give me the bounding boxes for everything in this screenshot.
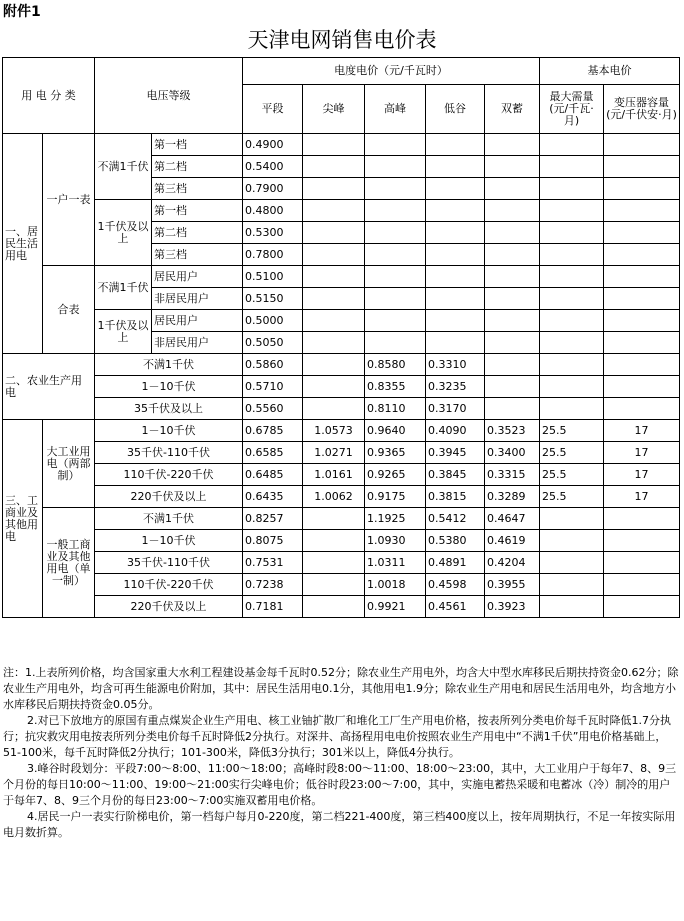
voltage-label: 1－10千伏 <box>95 420 243 442</box>
group-agriculture: 二、农业生产用电 <box>3 354 95 420</box>
header-kwh-price: 电度电价（元/千瓦时） <box>243 58 540 85</box>
note-2: 2.对已下放地方的原国有重点煤炭企业生产用电、核工业铀扩散厂和堆化工厂生产用电价格，按表所列分类电价每千瓦时降低1.7分执行；抗灾救灾用电按表所列分类电价每千瓦时降低2分执行。对深井、高扬程用电电价按照农业生产用电中“不满1千伏”用电价格基础上，51-100米，每千瓦时降低2分执行；101-300米，降低3分执行；301米以上，降低4分执行。 <box>3 714 671 759</box>
cell-low: 0.5380 <box>426 530 485 552</box>
sub-label: 第二档 <box>152 156 243 178</box>
cell-flat: 0.7531 <box>243 552 303 574</box>
table-row <box>3 464 680 486</box>
voltage-below1kv: 不满1千伏 <box>95 134 152 200</box>
table-row <box>3 200 680 222</box>
voltage-above1kv: 1千伏及以上 <box>95 200 152 266</box>
cell-flat: 0.7900 <box>243 178 303 200</box>
voltage-label: 220千伏及以上 <box>95 486 243 508</box>
cell-low: 0.3845 <box>426 464 485 486</box>
attachment-label: 附件1 <box>3 4 41 20</box>
cell-low: 0.3235 <box>426 376 485 398</box>
price-table <box>2 57 680 618</box>
cell-high: 1.0018 <box>365 574 426 596</box>
header-peak: 尖峰 <box>303 85 365 134</box>
sub-label: 居民用户 <box>152 310 243 332</box>
cell-peak: 1.0062 <box>303 486 365 508</box>
cell-flat: 0.7800 <box>243 244 303 266</box>
table-row <box>3 310 680 332</box>
cell-flat: 0.4800 <box>243 200 303 222</box>
table-row <box>3 134 680 156</box>
cell-dual: 0.4647 <box>485 508 540 530</box>
voltage-label: 35千伏-110千伏 <box>95 552 243 574</box>
cell-flat: 0.8257 <box>243 508 303 530</box>
cell-dual: 0.3400 <box>485 442 540 464</box>
cell-dual: 0.4204 <box>485 552 540 574</box>
group-residential: 一、居民生活用电 <box>3 134 43 354</box>
cell-demand: 25.5 <box>540 420 604 442</box>
cell-high: 0.8355 <box>365 376 426 398</box>
group-per-household: 一户一表 <box>43 134 95 266</box>
table-row <box>3 442 680 464</box>
cell-flat: 0.5050 <box>243 332 303 354</box>
table-row <box>3 266 680 288</box>
table-row <box>3 530 680 552</box>
cell-flat: 0.4900 <box>243 134 303 156</box>
group-general-commerce: 一般工商业及其他用电（单一制） <box>43 508 95 618</box>
header-transformer: 变压器容量(元/千伏安·月) <box>604 85 680 134</box>
cell-low: 0.3310 <box>426 354 485 376</box>
cell-flat: 0.6485 <box>243 464 303 486</box>
header-voltage: 电压等级 <box>95 58 243 134</box>
cell-high: 0.9921 <box>365 596 426 618</box>
table-row <box>3 354 680 376</box>
sub-label: 非居民用户 <box>152 288 243 310</box>
voltage-label: 不满1千伏 <box>95 354 243 376</box>
cell-low: 0.3815 <box>426 486 485 508</box>
table-row <box>3 486 680 508</box>
group-industrial: 三、工商业及其他用电 <box>3 420 43 618</box>
cell-flat: 0.5150 <box>243 288 303 310</box>
cell-low: 0.4598 <box>426 574 485 596</box>
voltage-label: 1－10千伏 <box>95 376 243 398</box>
table-row <box>3 552 680 574</box>
cell-peak: 1.0271 <box>303 442 365 464</box>
group-combined: 合表 <box>43 266 95 354</box>
cell-flat: 0.7238 <box>243 574 303 596</box>
sub-label: 第二档 <box>152 222 243 244</box>
table-row <box>3 376 680 398</box>
voltage-above1kv: 1千伏及以上 <box>95 310 152 354</box>
voltage-label: 220千伏及以上 <box>95 596 243 618</box>
header-category: 用 电 分 类 <box>3 58 95 134</box>
header-flat: 平段 <box>243 85 303 134</box>
cell-demand: 25.5 <box>540 486 604 508</box>
cell-capacity: 17 <box>604 464 680 486</box>
cell-high: 1.1925 <box>365 508 426 530</box>
sub-label: 第一档 <box>152 134 243 156</box>
cell-high: 0.8580 <box>365 354 426 376</box>
note-4: 4.居民一户一表实行阶梯电价，第一档每户每月0-220度，第二档221-400度，第三档400度以上，按年周期执行，不足一年按实际用电月数折算。 <box>3 810 676 839</box>
cell-flat: 0.6435 <box>243 486 303 508</box>
cell-low: 0.4561 <box>426 596 485 618</box>
header-dual: 双蓄 <box>485 85 540 134</box>
cell-high: 0.8110 <box>365 398 426 420</box>
cell-high: 0.9365 <box>365 442 426 464</box>
cell-peak: 1.0161 <box>303 464 365 486</box>
sub-label: 第三档 <box>152 244 243 266</box>
cell-flat: 0.5000 <box>243 310 303 332</box>
cell-demand: 25.5 <box>540 442 604 464</box>
cell-high: 0.9265 <box>365 464 426 486</box>
cell-capacity: 17 <box>604 442 680 464</box>
cell-low: 0.5412 <box>426 508 485 530</box>
cell-flat: 0.6785 <box>243 420 303 442</box>
voltage-below1kv: 不满1千伏 <box>95 266 152 310</box>
note-1: 注：1.上表所列价格，均含国家重大水利工程建设基金每千瓦时0.52分；除农业生产用电外，均含大中型水库移民后期扶持资金0.62分；除农业生产用电外，均含可再生能源电价附加，其中：居民生活用电0.1分，其他用电1.9分；除农业生产用电和居民生活用电外，均含地方小水库移民后期扶持资金0.05分。 <box>3 666 679 711</box>
cell-low: 0.4090 <box>426 420 485 442</box>
table-row <box>3 574 680 596</box>
cell-flat: 0.5100 <box>243 266 303 288</box>
table-row <box>3 508 680 530</box>
sub-label: 居民用户 <box>152 266 243 288</box>
cell-high: 0.9640 <box>365 420 426 442</box>
cell-high: 1.0930 <box>365 530 426 552</box>
sub-label: 非居民用户 <box>152 332 243 354</box>
cell-high: 1.0311 <box>365 552 426 574</box>
cell-flat: 0.5560 <box>243 398 303 420</box>
header-row <box>3 58 680 85</box>
header-low: 低谷 <box>426 85 485 134</box>
cell-capacity: 17 <box>604 486 680 508</box>
voltage-label: 110千伏-220千伏 <box>95 574 243 596</box>
cell-dual: 0.4619 <box>485 530 540 552</box>
voltage-label: 35千伏及以上 <box>95 398 243 420</box>
table-row <box>3 596 680 618</box>
header-max-demand: 最大需量(元/千瓦·月) <box>540 85 604 134</box>
cell-low: 0.3945 <box>426 442 485 464</box>
page-title: 天津电网销售电价表 <box>247 28 437 52</box>
header-high: 高峰 <box>365 85 426 134</box>
cell-flat: 0.5860 <box>243 354 303 376</box>
cell-flat: 0.8075 <box>243 530 303 552</box>
header-basic-price: 基本电价 <box>540 58 680 85</box>
cell-dual: 0.3955 <box>485 574 540 596</box>
notes-section <box>3 665 679 841</box>
voltage-label: 110千伏-220千伏 <box>95 464 243 486</box>
table-row <box>3 398 680 420</box>
sub-label: 第三档 <box>152 178 243 200</box>
voltage-label: 35千伏-110千伏 <box>95 442 243 464</box>
cell-dual: 0.3923 <box>485 596 540 618</box>
cell-capacity: 17 <box>604 420 680 442</box>
cell-dual: 0.3523 <box>485 420 540 442</box>
group-large-industry: 大工业用电（两部制） <box>43 420 95 508</box>
table-row <box>3 420 680 442</box>
cell-low: 0.4891 <box>426 552 485 574</box>
cell-low: 0.3170 <box>426 398 485 420</box>
cell-dual: 0.3315 <box>485 464 540 486</box>
cell-dual: 0.3289 <box>485 486 540 508</box>
cell-peak: 1.0573 <box>303 420 365 442</box>
voltage-label: 不满1千伏 <box>95 508 243 530</box>
cell-flat: 0.5710 <box>243 376 303 398</box>
cell-flat: 0.6585 <box>243 442 303 464</box>
cell-demand: 25.5 <box>540 464 604 486</box>
cell-flat: 0.5400 <box>243 156 303 178</box>
cell-high: 0.9175 <box>365 486 426 508</box>
note-3: 3.峰谷时段划分：平段7:00～8:00、11:00～18:00；高峰时段8:00～11:00、18:00～23:00，其中，大工业用户于每年7、8、9三个月份的每日10:00～11:00、19:00～21:00实行尖峰电价；低谷时段23:00～7:00，其中，实施电蓄热采暖和电蓄冰（冷）制冷的用户于每年7、8、9三个月份的每日23:00～7:00实施双蓄用电价格。 <box>3 762 677 807</box>
cell-flat: 0.5300 <box>243 222 303 244</box>
sub-label: 第一档 <box>152 200 243 222</box>
cell-flat: 0.7181 <box>243 596 303 618</box>
voltage-label: 1－10千伏 <box>95 530 243 552</box>
